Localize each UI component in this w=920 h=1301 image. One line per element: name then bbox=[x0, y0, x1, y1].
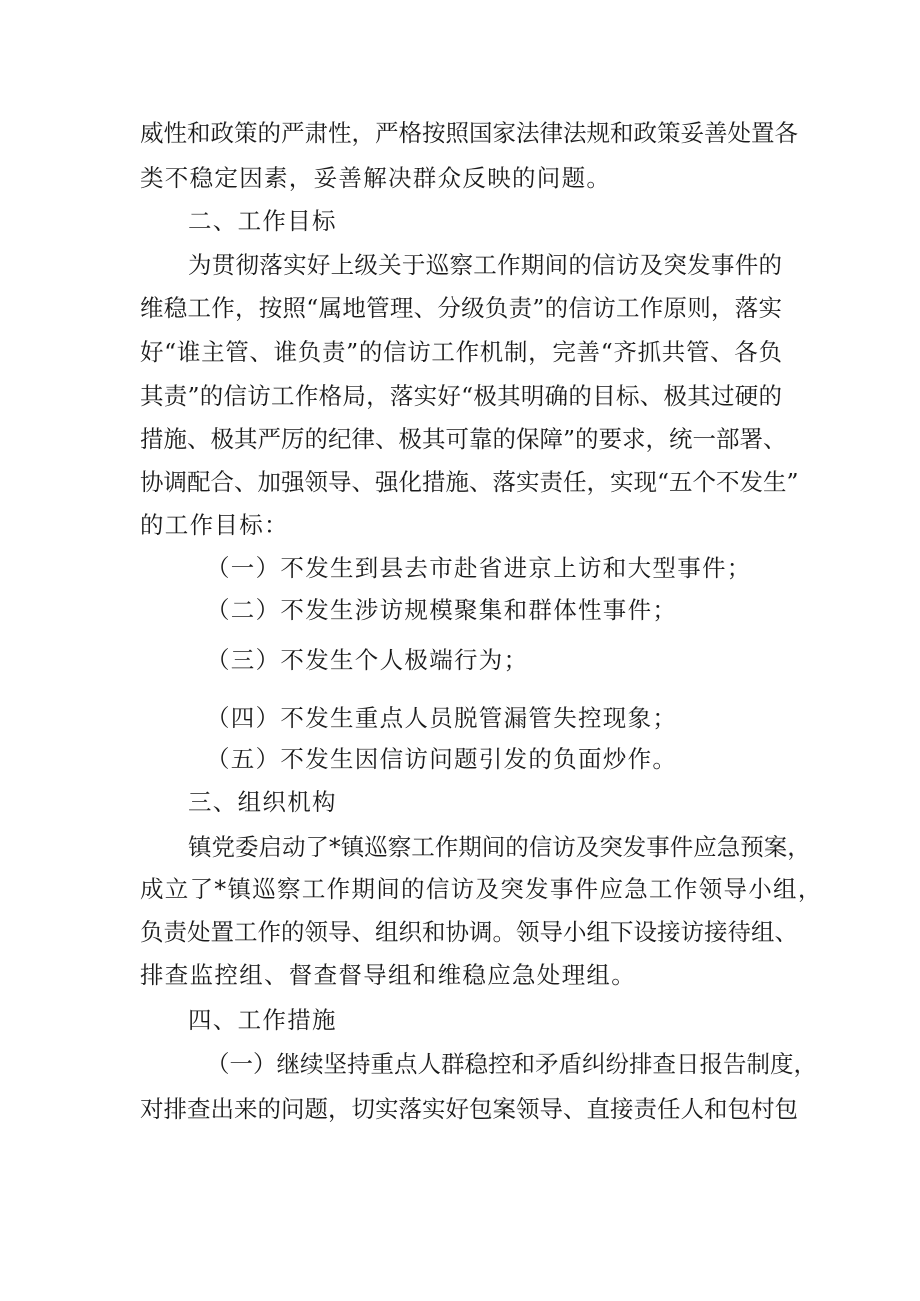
paragraph-line: 对排查出来的问题，切实落实好包案领导、直接责任人和包村包 bbox=[140, 1095, 798, 1123]
paragraph-line: 维稳工作，按照“属地管理、分级负责”的信访工作原则，落实 bbox=[140, 294, 782, 322]
paragraph-line: 成立了*镇巡察工作期间的信访及突发事件应急工作领导小组， bbox=[140, 875, 823, 903]
section-heading: 三、组织机构 bbox=[188, 788, 337, 816]
paragraph-line: 为贯彻落实好上级关于巡察工作期间的信访及突发事件的 bbox=[188, 251, 782, 279]
paragraph-line: 负责处置工作的领导、组织和协调。领导小组下设接访接待组、 bbox=[140, 918, 798, 946]
paragraph-line: 其责”的信访工作格局，落实好“极其明确的目标、极其过硬的 bbox=[140, 382, 782, 410]
paragraph-line: 镇党委启动了*镇巡察工作期间的信访及突发事件应急预案， bbox=[188, 833, 811, 861]
paragraph-line: 的工作目标： bbox=[140, 511, 289, 539]
paragraph-line: 威性和政策的严肃性，严格按照国家法律法规和政策妥善处置各 bbox=[140, 119, 798, 147]
section-heading: 二、工作目标 bbox=[188, 207, 337, 235]
list-item: （一）不发生到县去市赴省进京上访和大型事件； bbox=[206, 554, 752, 582]
paragraph-line: 好“谁主管、谁负责”的信访工作机制，完善“齐抓共管、各负 bbox=[140, 338, 782, 366]
section-heading: 四、工作措施 bbox=[188, 1006, 337, 1034]
paragraph-line: 措施、极其严厉的纪律、极其可靠的保障”的要求，统一部署、 bbox=[140, 425, 787, 453]
list-item: （四）不发生重点人员脱管漏管失控现象； bbox=[206, 704, 678, 732]
paragraph-line: 协调配合、加强领导、强化措施、落实责任，实现“五个不发生” bbox=[140, 468, 799, 496]
paragraph-line: 类不稳定因素，妥善解决群众反映的问题。 bbox=[140, 164, 612, 192]
list-item: （五）不发生因信访问题引发的负面炒作。 bbox=[206, 745, 678, 773]
paragraph-line: 排查监控组、督查督导组和维稳应急处理组。 bbox=[140, 961, 636, 989]
list-item: （二）不发生涉访规模聚集和群体性事件； bbox=[206, 596, 678, 624]
paragraph-line: （一）继续坚持重点人群稳控和矛盾纠纷排查日报告制度， bbox=[206, 1050, 817, 1078]
list-item: （三）不发生个人极端行为； bbox=[206, 646, 529, 674]
